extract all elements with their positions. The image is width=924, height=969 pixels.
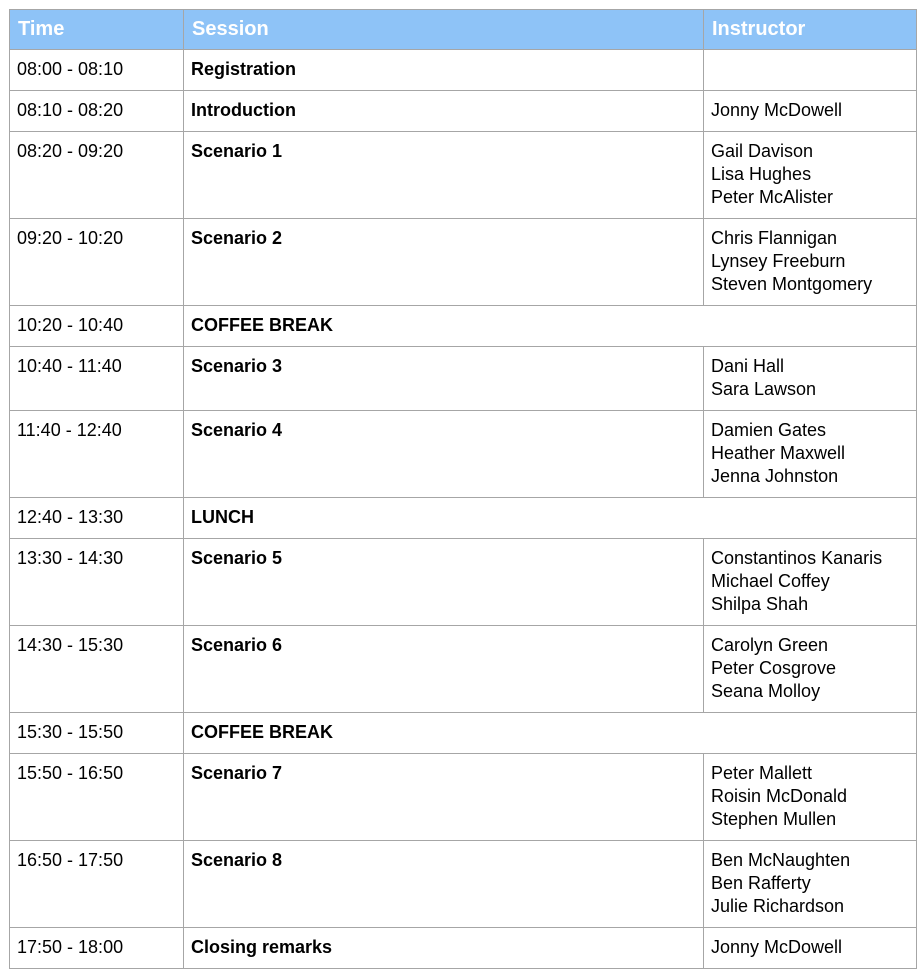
instructor-name: Carolyn Green [711,635,829,655]
instructor-name: Ben Rafferty [711,873,811,893]
time-cell: 17:50 - 18:00 [10,928,184,969]
time-cell: 08:10 - 08:20 [10,91,184,132]
instructor-name: Peter McAlister [711,187,834,207]
instructor-cell [704,626,917,713]
session-cell: COFFEE BREAK [184,306,917,347]
instructor-name: Peter Mallett [711,763,813,783]
session-cell: Scenario 1 [184,132,704,219]
time-cell: 10:40 - 11:40 [10,347,184,411]
instructor-name: Peter Cosgrove [711,658,837,678]
instructor-cell [704,132,917,219]
instructor-cell [704,347,917,411]
instructor-name: Jonny McDowell [711,100,843,120]
header-instructor: Instructor [704,10,917,50]
session-cell: Scenario 2 [184,219,704,306]
table-row [10,713,917,754]
session-cell: Closing remarks [184,928,704,969]
schedule-table [9,9,917,969]
instructor-name: Seana Molloy [711,681,821,701]
session-cell: COFFEE BREAK [184,713,917,754]
session-cell: Introduction [184,91,704,132]
instructor-name: Stephen Mullen [711,809,837,829]
instructor-name: Gail Davison [711,141,814,161]
instructor-cell [704,91,917,132]
time-cell: 11:40 - 12:40 [10,411,184,498]
instructor-cell [704,539,917,626]
table-row [10,91,917,132]
time-cell: 15:30 - 15:50 [10,713,184,754]
table-header [10,10,917,50]
session-cell: Scenario 3 [184,347,704,411]
instructor-name: Steven Montgomery [711,274,873,294]
instructor-name: Jenna Johnston [711,466,839,486]
table-row [10,754,917,841]
table-row [10,498,917,539]
header-row [10,10,917,50]
session-cell: LUNCH [184,498,917,539]
time-cell: 12:40 - 13:30 [10,498,184,539]
instructor-name: Jonny McDowell [711,937,843,957]
time-cell: 13:30 - 14:30 [10,539,184,626]
instructor-name: Roisin McDonald [711,786,848,806]
instructor-name: Julie Richardson [711,896,845,916]
instructor-name: Ben McNaughten [711,850,851,870]
table-row [10,626,917,713]
time-cell: 16:50 - 17:50 [10,841,184,928]
time-cell: 14:30 - 15:30 [10,626,184,713]
session-cell: Scenario 4 [184,411,704,498]
session-cell: Scenario 6 [184,626,704,713]
instructor-name: Lisa Hughes [711,164,812,184]
instructor-cell [704,411,917,498]
table-row [10,347,917,411]
session-cell: Scenario 5 [184,539,704,626]
session-cell: Scenario 8 [184,841,704,928]
table-row [10,841,917,928]
table-row [10,50,917,91]
instructor-cell [704,50,917,91]
instructor-cell [704,841,917,928]
table-row [10,539,917,626]
table-row [10,411,917,498]
time-cell: 10:20 - 10:40 [10,306,184,347]
session-cell: Scenario 7 [184,754,704,841]
time-cell: 08:20 - 09:20 [10,132,184,219]
time-cell: 08:00 - 08:10 [10,50,184,91]
instructor-name: Constantinos Kanaris [711,548,883,568]
instructor-cell [704,754,917,841]
table-row [10,132,917,219]
instructor-name: Shilpa Shah [711,594,809,614]
table-body [10,50,917,969]
instructor-name: Damien Gates [711,420,827,440]
instructor-name: Michael Coffey [711,571,830,591]
instructor-cell [704,219,917,306]
header-session: Session [184,10,704,50]
instructor-name: Sara Lawson [711,379,817,399]
table-row [10,928,917,969]
instructor-name: Lynsey Freeburn [711,251,846,271]
instructor-name: Dani Hall [711,356,785,376]
instructor-name: Chris Flannigan [711,228,838,248]
table-row [10,306,917,347]
instructor-cell [704,928,917,969]
time-cell: 15:50 - 16:50 [10,754,184,841]
session-cell: Registration [184,50,704,91]
instructor-name: Heather Maxwell [711,443,846,463]
table-row [10,219,917,306]
header-time: Time [10,10,184,50]
time-cell: 09:20 - 10:20 [10,219,184,306]
